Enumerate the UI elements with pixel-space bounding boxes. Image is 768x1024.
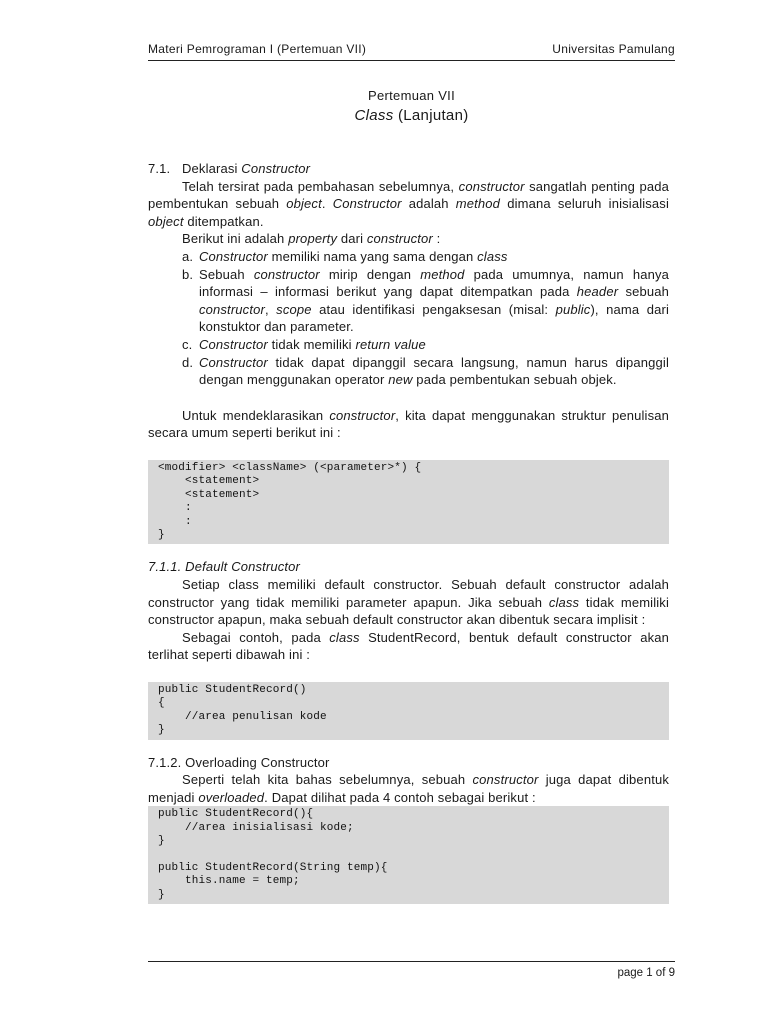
list-marker: b.	[182, 266, 194, 282]
section-7-1-1-heading: 7.1.1. Default Constructor	[148, 559, 301, 575]
list-item: b. Sebuah constructor mirip dengan method pada umumnya, namun hanya informasi – informasi berikut yang dapat ditempatkan pada header sebuah constructor, scope atau identifikasi pengaksesan (misal: public), nama dari konstuktor dan parameter.	[182, 266, 670, 335]
document-title	[148, 88, 675, 124]
list-item: a. Constructor memiliki nama yang sama dengan class	[182, 248, 508, 264]
paragraph: Sebagai contoh, pada class StudentRecord, bentuk default constructor akan terlihat seperti dibawah ini :	[148, 629, 670, 663]
section-7-1-2-heading: 7.1.2. Overloading Constructor	[148, 754, 330, 770]
running-header	[148, 42, 675, 61]
paragraph: Untuk mendeklarasikan constructor, kita dapat menggunakan struktur penulisan secara umum seperti berikut ini :	[148, 407, 670, 441]
property-list	[148, 248, 669, 389]
paragraph: Berikut ini adalah property dari constructor :	[182, 231, 441, 247]
section-title-plain: Deklarasi	[182, 161, 242, 176]
section-number: 7.1.	[148, 161, 171, 176]
code-block-default-constructor: public StudentRecord() { //area penulisan kode }	[148, 682, 669, 740]
list-item: d. Constructor tidak dapat dipanggil secara langsung, namun harus dipanggil dengan menggunakan operator new pada pembentukan sebuah objek.	[182, 354, 669, 388]
section-7-1-heading	[148, 160, 669, 178]
page-body	[148, 160, 669, 904]
paragraph: Telah tersirat pada pembahasan sebelumnya, constructor sangatlah penting pada pembentukan sebuah object. Constructor adalah method dimana seluruh inisialisasi object ditempatkan.	[148, 178, 669, 229]
chapter-title	[148, 107, 675, 124]
code-block-overloading-constructor: public StudentRecord(){ //area inisialisasi kode; } public StudentRecord(String temp){ this.name = temp; }	[148, 806, 669, 904]
meeting-title: Pertemuan VII	[368, 88, 455, 103]
paragraph: Setiap class memiliki default constructor. Sebuah default constructor adalah constructor yang tidak memiliki parameter apapun. Jika sebuah class tidak memiliki constructor apapun, maka sebuah default constructor akan dibentuk secara implisit :	[148, 576, 669, 628]
list-item: c. Constructor tidak memiliki return value	[182, 336, 426, 352]
list-marker: a.	[182, 248, 194, 264]
footer-divider	[148, 961, 675, 962]
chapter-title-rest: (Lanjutan)	[393, 107, 469, 124]
header-university: Universitas Pamulang	[552, 42, 675, 56]
section-title-italic: Constructor	[241, 161, 311, 176]
chapter-title-italic: Class	[354, 107, 394, 124]
header-course-title: Materi Pemrograman I (Pertemuan VII)	[148, 42, 367, 56]
code-block-constructor-syntax: <modifier> <className> (<parameter>*) { <statement> <statement> : : }	[148, 460, 669, 544]
list-marker: d.	[182, 354, 194, 370]
paragraph: Seperti telah kita bahas sebelumnya, sebuah constructor juga dapat dibentuk menjadi overloaded. Dapat dilihat pada 4 contoh sebagai berikut :	[148, 772, 669, 805]
list-marker: c.	[182, 336, 193, 352]
page-number: page 1 of 9	[617, 967, 675, 979]
